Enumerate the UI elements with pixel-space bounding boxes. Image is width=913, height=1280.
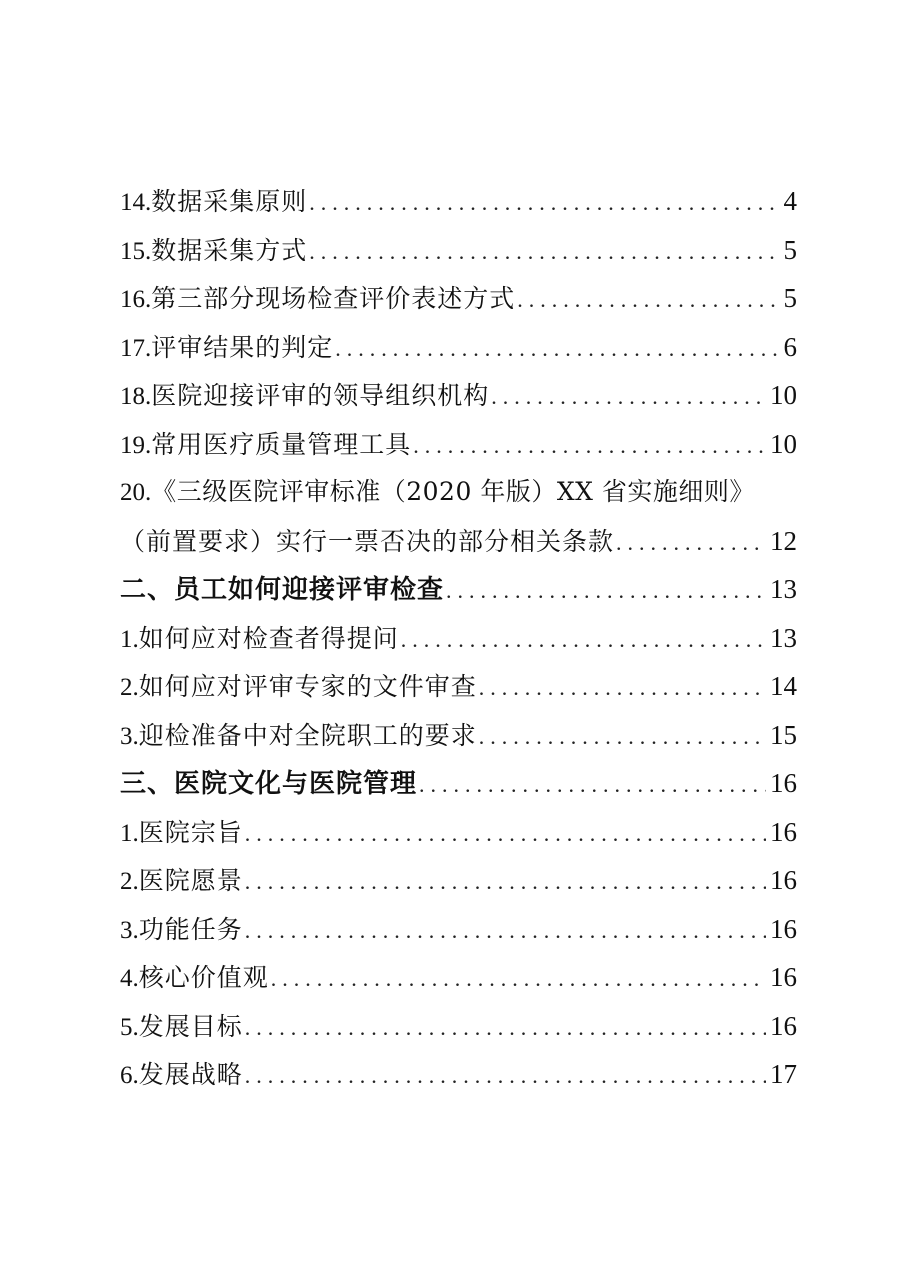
- toc-entry-number: 1.: [120, 625, 139, 653]
- toc-entry-number: 19.: [120, 431, 152, 459]
- toc-entry-page: 13: [770, 622, 797, 653]
- toc-entry-title: 评审结果的判定: [151, 332, 334, 362]
- toc-leader-dots: [309, 179, 779, 228]
- toc-entry-18[interactable]: [120, 371, 797, 420]
- toc-entry-title: （前置要求）实行一票否决的部分相关条款: [120, 526, 615, 556]
- toc-entry-2-2[interactable]: [120, 662, 797, 711]
- toc-entry-number: 1.: [120, 819, 139, 847]
- toc-leader-dots: [245, 907, 766, 956]
- toc-entry-number: 18.: [120, 383, 152, 410]
- toc-entry-page: 16: [770, 962, 797, 992]
- toc-entry-page: 16: [770, 768, 797, 798]
- toc-entry-2-3[interactable]: [120, 711, 797, 760]
- toc-entry-title: 迎检准备中对全院职工的要求: [138, 720, 477, 750]
- toc-entry-page: 5: [783, 234, 797, 265]
- toc-leader-dots: [419, 761, 766, 810]
- toc-entry-number: 16.: [120, 286, 152, 313]
- toc-entry-title: 医院宗旨: [138, 817, 243, 847]
- toc-entry-title: 数据采集原则: [151, 187, 308, 216]
- toc-leader-dots: [335, 325, 779, 374]
- toc-entry-page: 5: [783, 283, 797, 313]
- toc-entry-17[interactable]: [120, 323, 797, 372]
- toc-entry-page: 6: [783, 331, 797, 362]
- toc-entry-number: 2.: [120, 674, 139, 701]
- toc-entry-page: 10: [770, 380, 797, 410]
- toc-entry-number: 5.: [120, 1013, 139, 1041]
- toc-entry-number: 14.: [120, 189, 152, 216]
- toc-entry-16[interactable]: [120, 274, 797, 323]
- toc-entry-3-2[interactable]: [120, 856, 797, 905]
- toc-entry-title: 《三级医院评审标准（2020 年版）XX 省实施细则》: [151, 477, 755, 506]
- toc-entry-15[interactable]: [120, 226, 797, 275]
- toc-section-title: 二、员工如何迎接评审检查: [120, 575, 445, 605]
- toc-entry-title: 发展战略: [138, 1060, 243, 1089]
- toc-entry-title: 如何应对评审专家的文件审查: [138, 672, 477, 701]
- toc-entry-title: 医院愿景: [138, 866, 243, 895]
- toc-entry-3-5[interactable]: [120, 1002, 797, 1051]
- toc-entry-3-3[interactable]: [120, 905, 797, 954]
- toc-leader-dots: [309, 228, 779, 277]
- toc-leader-dots: [245, 1004, 766, 1053]
- toc-entry-page: 13: [770, 574, 797, 604]
- toc-entry-number: 17.: [120, 334, 152, 362]
- toc-entry-title: 医院迎接评审的领导组织机构: [151, 381, 490, 410]
- toc-entry-page: 16: [770, 865, 797, 895]
- toc-entry-number: 3.: [120, 722, 139, 750]
- toc-entry-3-4[interactable]: [120, 953, 797, 1002]
- toc-leader-dots: [245, 1052, 766, 1101]
- toc-section-heading-2[interactable]: [120, 565, 797, 614]
- toc-leader-dots: [479, 713, 766, 762]
- toc-leader-dots: [245, 810, 766, 859]
- toc-entry-page: 12: [770, 525, 797, 556]
- toc-entry-number: 6.: [120, 1062, 139, 1089]
- toc-entry-page: 16: [770, 913, 797, 944]
- toc-leader-dots: [479, 664, 766, 713]
- toc-entry-page: 14: [770, 671, 797, 701]
- toc-entry-page: 16: [770, 816, 797, 847]
- toc-leader-dots: [616, 519, 766, 568]
- toc-leader-dots: [491, 373, 766, 422]
- toc-leader-dots: [413, 422, 766, 471]
- toc-section-heading-3[interactable]: [120, 759, 797, 808]
- toc-entry-page: 4: [783, 186, 797, 216]
- toc-leader-dots: [517, 276, 779, 325]
- toc-entry-2-1[interactable]: [120, 614, 797, 663]
- toc-entry-20[interactable]: [120, 468, 797, 517]
- toc-entry-number: 15.: [120, 237, 152, 265]
- toc-entry-title: 功能任务: [138, 914, 243, 944]
- toc-section-title: 三、医院文化与医院管理: [120, 769, 418, 799]
- toc-entry-14[interactable]: [120, 177, 797, 226]
- toc-entry-title: 第三部分现场检查评价表述方式: [151, 284, 516, 313]
- toc-entry-title: 常用医疗质量管理工具: [151, 429, 412, 459]
- toc-entry-page: 17: [770, 1059, 797, 1089]
- toc-entry-3-6[interactable]: [120, 1050, 797, 1099]
- toc-leader-dots: [245, 858, 766, 907]
- toc-entry-3-1[interactable]: [120, 808, 797, 857]
- toc-entry-20-continued[interactable]: [120, 517, 797, 566]
- toc-entry-title: 如何应对检查者得提问: [138, 623, 399, 653]
- toc-entry-title: 数据采集方式: [151, 235, 308, 265]
- toc-entry-page: 15: [770, 719, 797, 750]
- toc-entry-number: 4.: [120, 965, 139, 992]
- toc-entry-19[interactable]: [120, 420, 797, 469]
- table-of-contents: [120, 177, 797, 1099]
- toc-leader-dots: [271, 955, 766, 1004]
- toc-entry-number: 20.: [120, 479, 152, 506]
- toc-entry-page: 16: [770, 1010, 797, 1041]
- toc-entry-number: 2.: [120, 868, 139, 895]
- toc-leader-dots: [446, 567, 766, 616]
- toc-entry-number: 3.: [120, 916, 139, 944]
- toc-entry-page: 10: [770, 428, 797, 459]
- toc-entry-title: 核心价值观: [138, 963, 269, 992]
- toc-entry-title: 发展目标: [138, 1011, 243, 1041]
- toc-leader-dots: [401, 616, 766, 665]
